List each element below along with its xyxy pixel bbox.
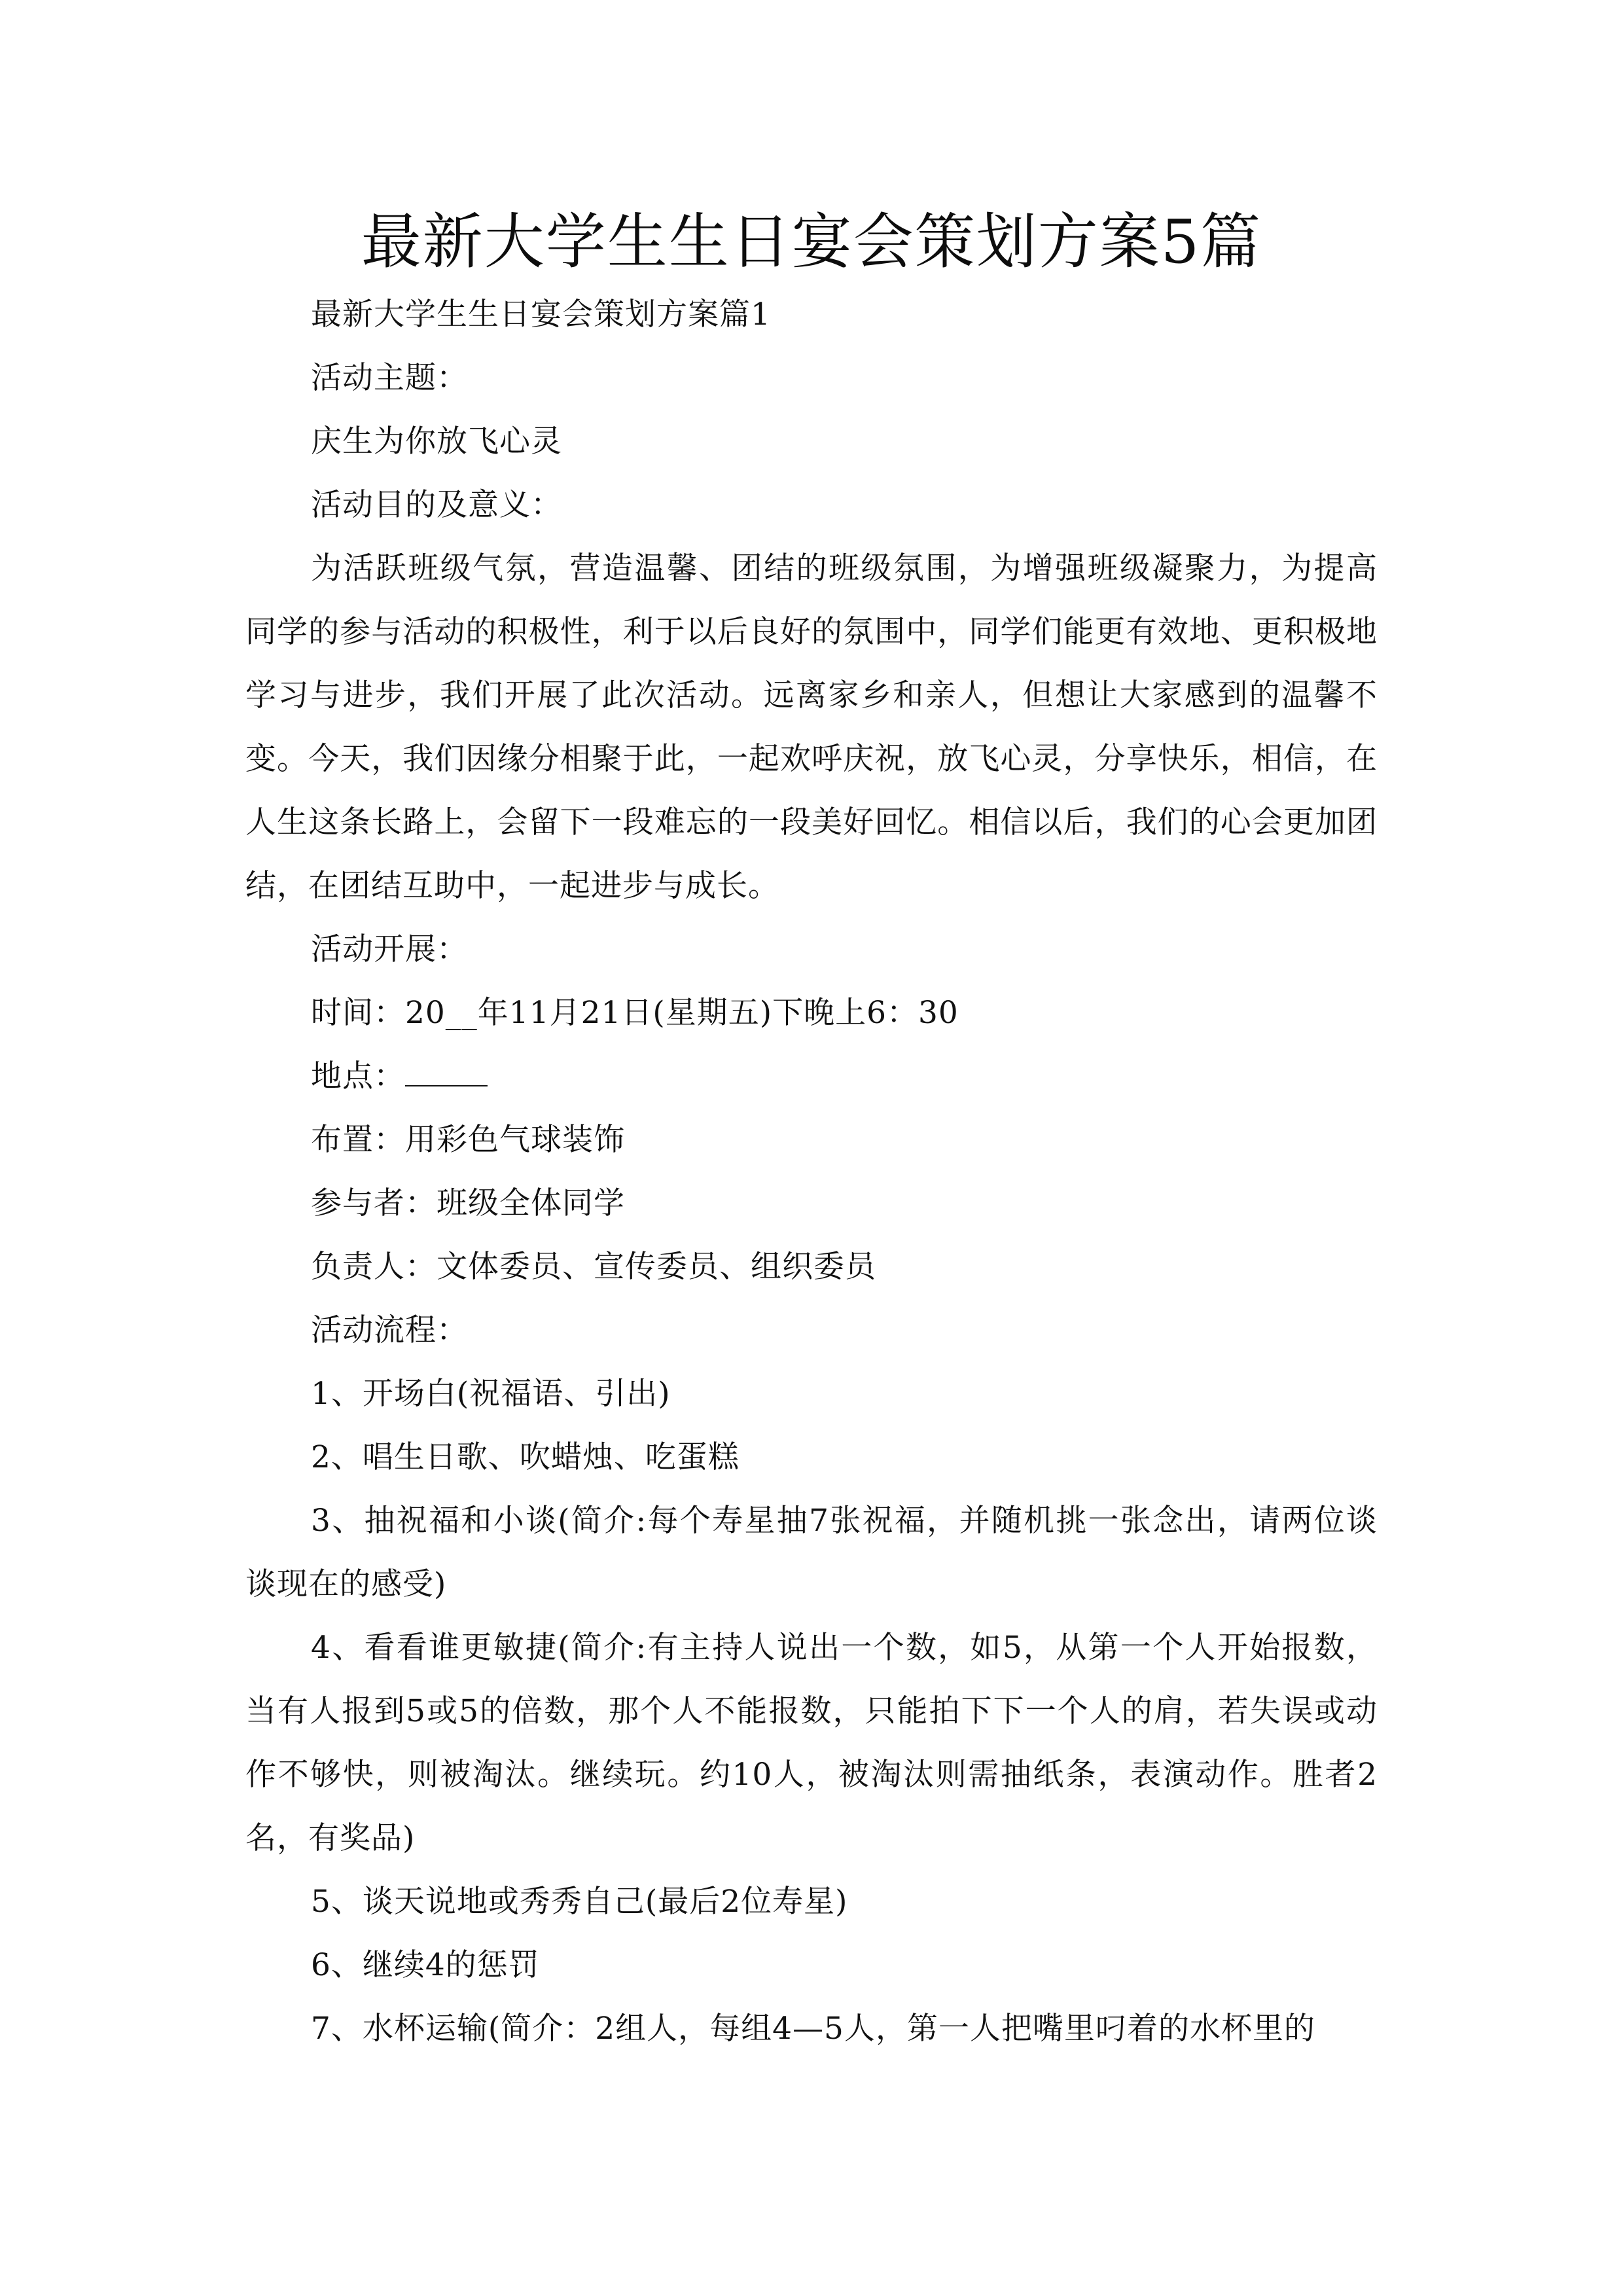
flow-item: 1、开场白(祝福语、引出) [311, 1376, 671, 1412]
flow-item: 7、水杯运输(简介：2组人，每组4—5人，第一人把嘴里叼着的水杯里的 [311, 2011, 1315, 2047]
theme-label: 活动主题： [311, 360, 468, 396]
flow-item: 3、抽祝福和小谈(简介:每个寿星抽7张祝福，并随机挑一张念出，请两位谈谈现在的感受) [245, 1503, 1378, 1602]
responsible-line: 负责人：文体委员、宣传委员、组织委员 [311, 1249, 876, 1285]
participants-line: 参与者：班级全体同学 [311, 1185, 625, 1221]
flow-item: 6、继续4的惩罚 [311, 1947, 540, 1983]
decoration-line: 布置：用彩色气球装饰 [311, 1122, 625, 1158]
place-label: 地点： [311, 1058, 405, 1094]
document-title: 最新大学生生日宴会策划方案5篇 [361, 207, 1262, 277]
flow-label: 活动流程： [311, 1312, 468, 1348]
purpose-paragraph: 为活跃班级气氛，营造温馨、团结的班级氛围，为增强班级凝聚力，为提高同学的参与活动的积极性，利于以后良好的氛围中，同学们能更有效地、更积极地学习与进步，我们开展了此次活动。远离家乡和亲人，但想让大家感到的温馨不变。今天，我们因缘分相聚于此，一起欢呼庆祝，放飞心灵，分享快乐，相信，在人生这条长路上，会留下一段难忘的一段美好回忆。相信以后，我们的心会更加团结，在团结互助中，一起进步与成长。 [245, 550, 1378, 904]
purpose-label: 活动目的及意义： [311, 487, 562, 523]
flow-item: 4、看看谁更敏捷(简介:有主持人说出一个数，如5，从第一个人开始报数，当有人报到5或5的倍数，那个人不能报数，只能拍下下一个人的肩，若失误或动作不够快，则被淘汰。继续玩。约10人，被淘汰则需抽纸条，表演动作。胜者2名，有奖品) [245, 1630, 1378, 1856]
place-line [245, 1045, 1378, 1108]
document-body [245, 283, 1378, 2060]
flow-item: 2、唱生日歌、吹蜡烛、吃蛋糕 [311, 1439, 740, 1475]
flow-item: 5、谈天说地或秀秀自己(最后2位寿星) [311, 1884, 848, 1920]
section-heading: 最新大学生生日宴会策划方案篇1 [311, 296, 771, 332]
time-line: 时间：20__年11月21日(星期五)下晚上6：30 [311, 995, 959, 1031]
activity-label: 活动开展： [311, 931, 468, 967]
place-blank [405, 1059, 488, 1086]
theme-value: 庆生为你放飞心灵 [311, 423, 562, 459]
